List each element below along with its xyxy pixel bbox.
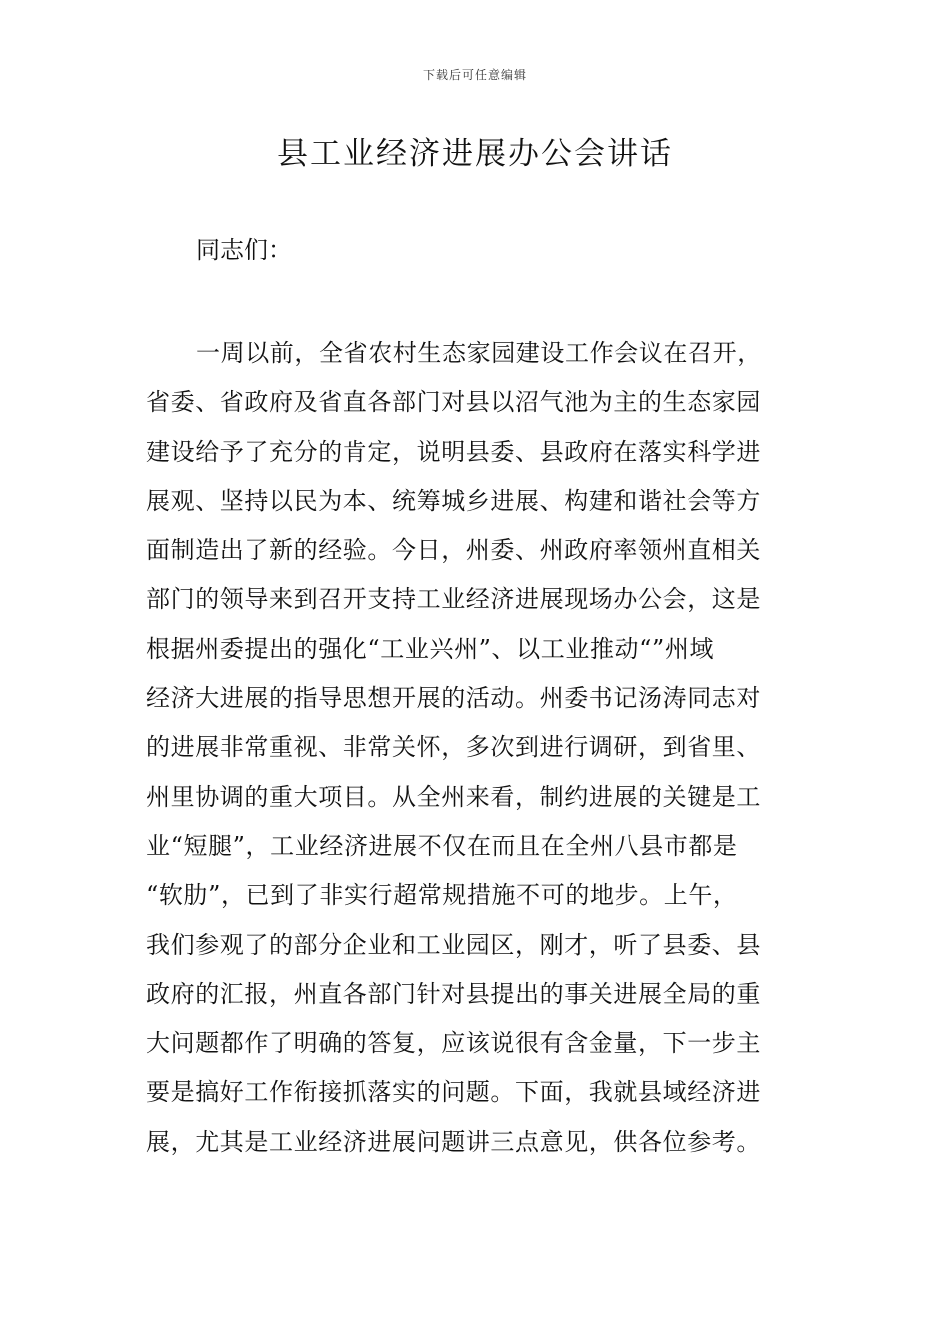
paragraph-line: 部门的领导来到召开支持工业经济进展现场办公会，这是 xyxy=(146,585,761,614)
body-paragraph xyxy=(146,329,808,1167)
paragraph-line: 展观、坚持以民为本、统筹城乡进展、构建和谐社会等方 xyxy=(146,486,761,515)
paragraph-line: 一周以前，全省农村生态家园建设工作会议在召开， xyxy=(196,339,762,367)
paragraph-line: 政府的汇报，州直各部门针对县提出的事关进展全局的重 xyxy=(146,979,761,1008)
paragraph-line: 的进展非常重视、非常关怀，多次到进行调研，到省里、 xyxy=(146,733,761,762)
header-note: 下载后可任意编辑 xyxy=(422,68,527,82)
paragraph-line: 我们参观了的部分企业和工业园区，刚才，听了县委、县 xyxy=(146,930,761,959)
paragraph-line: 根据州委提出的强化“工业兴州”、以工业推动“”州域 xyxy=(146,634,715,663)
paragraph-line: 州里协调的重大项目。从全州来看，制约进展的关键是工 xyxy=(146,782,761,811)
paragraph-line: 面制造出了新的经验。今日，州委、州政府率领州直相关 xyxy=(146,536,761,565)
paragraph-line: “软肋”，已到了非实行超常规措施不可的地步。上午， xyxy=(146,881,738,910)
paragraph-line: 大问题都作了明确的答复，应该说很有含金量，下一步主 xyxy=(146,1029,761,1058)
paragraph-line: 要是搞好工作衔接抓落实的问题。下面，我就县域经济进 xyxy=(146,1078,761,1107)
paragraph-line: 业“短腿”，工业经济进展不仅在而且在全州八县市都是 xyxy=(146,831,738,860)
salutation: 同志们： xyxy=(196,236,292,264)
paragraph-line: 展，尤其是工业经济进展问题讲三点意见，供各位参考。 xyxy=(146,1127,761,1156)
document-title: 县工业经济进展办公会讲话 xyxy=(277,136,673,172)
paragraph-line: 省委、省政府及省直各部门对县以沼气池为主的生态家园 xyxy=(146,388,761,417)
paragraph-line: 经济大进展的指导思想开展的活动。州委书记汤涛同志对 xyxy=(146,684,761,713)
paragraph-line: 建设给予了充分的肯定，说明县委、县政府在落实科学进 xyxy=(146,437,761,466)
